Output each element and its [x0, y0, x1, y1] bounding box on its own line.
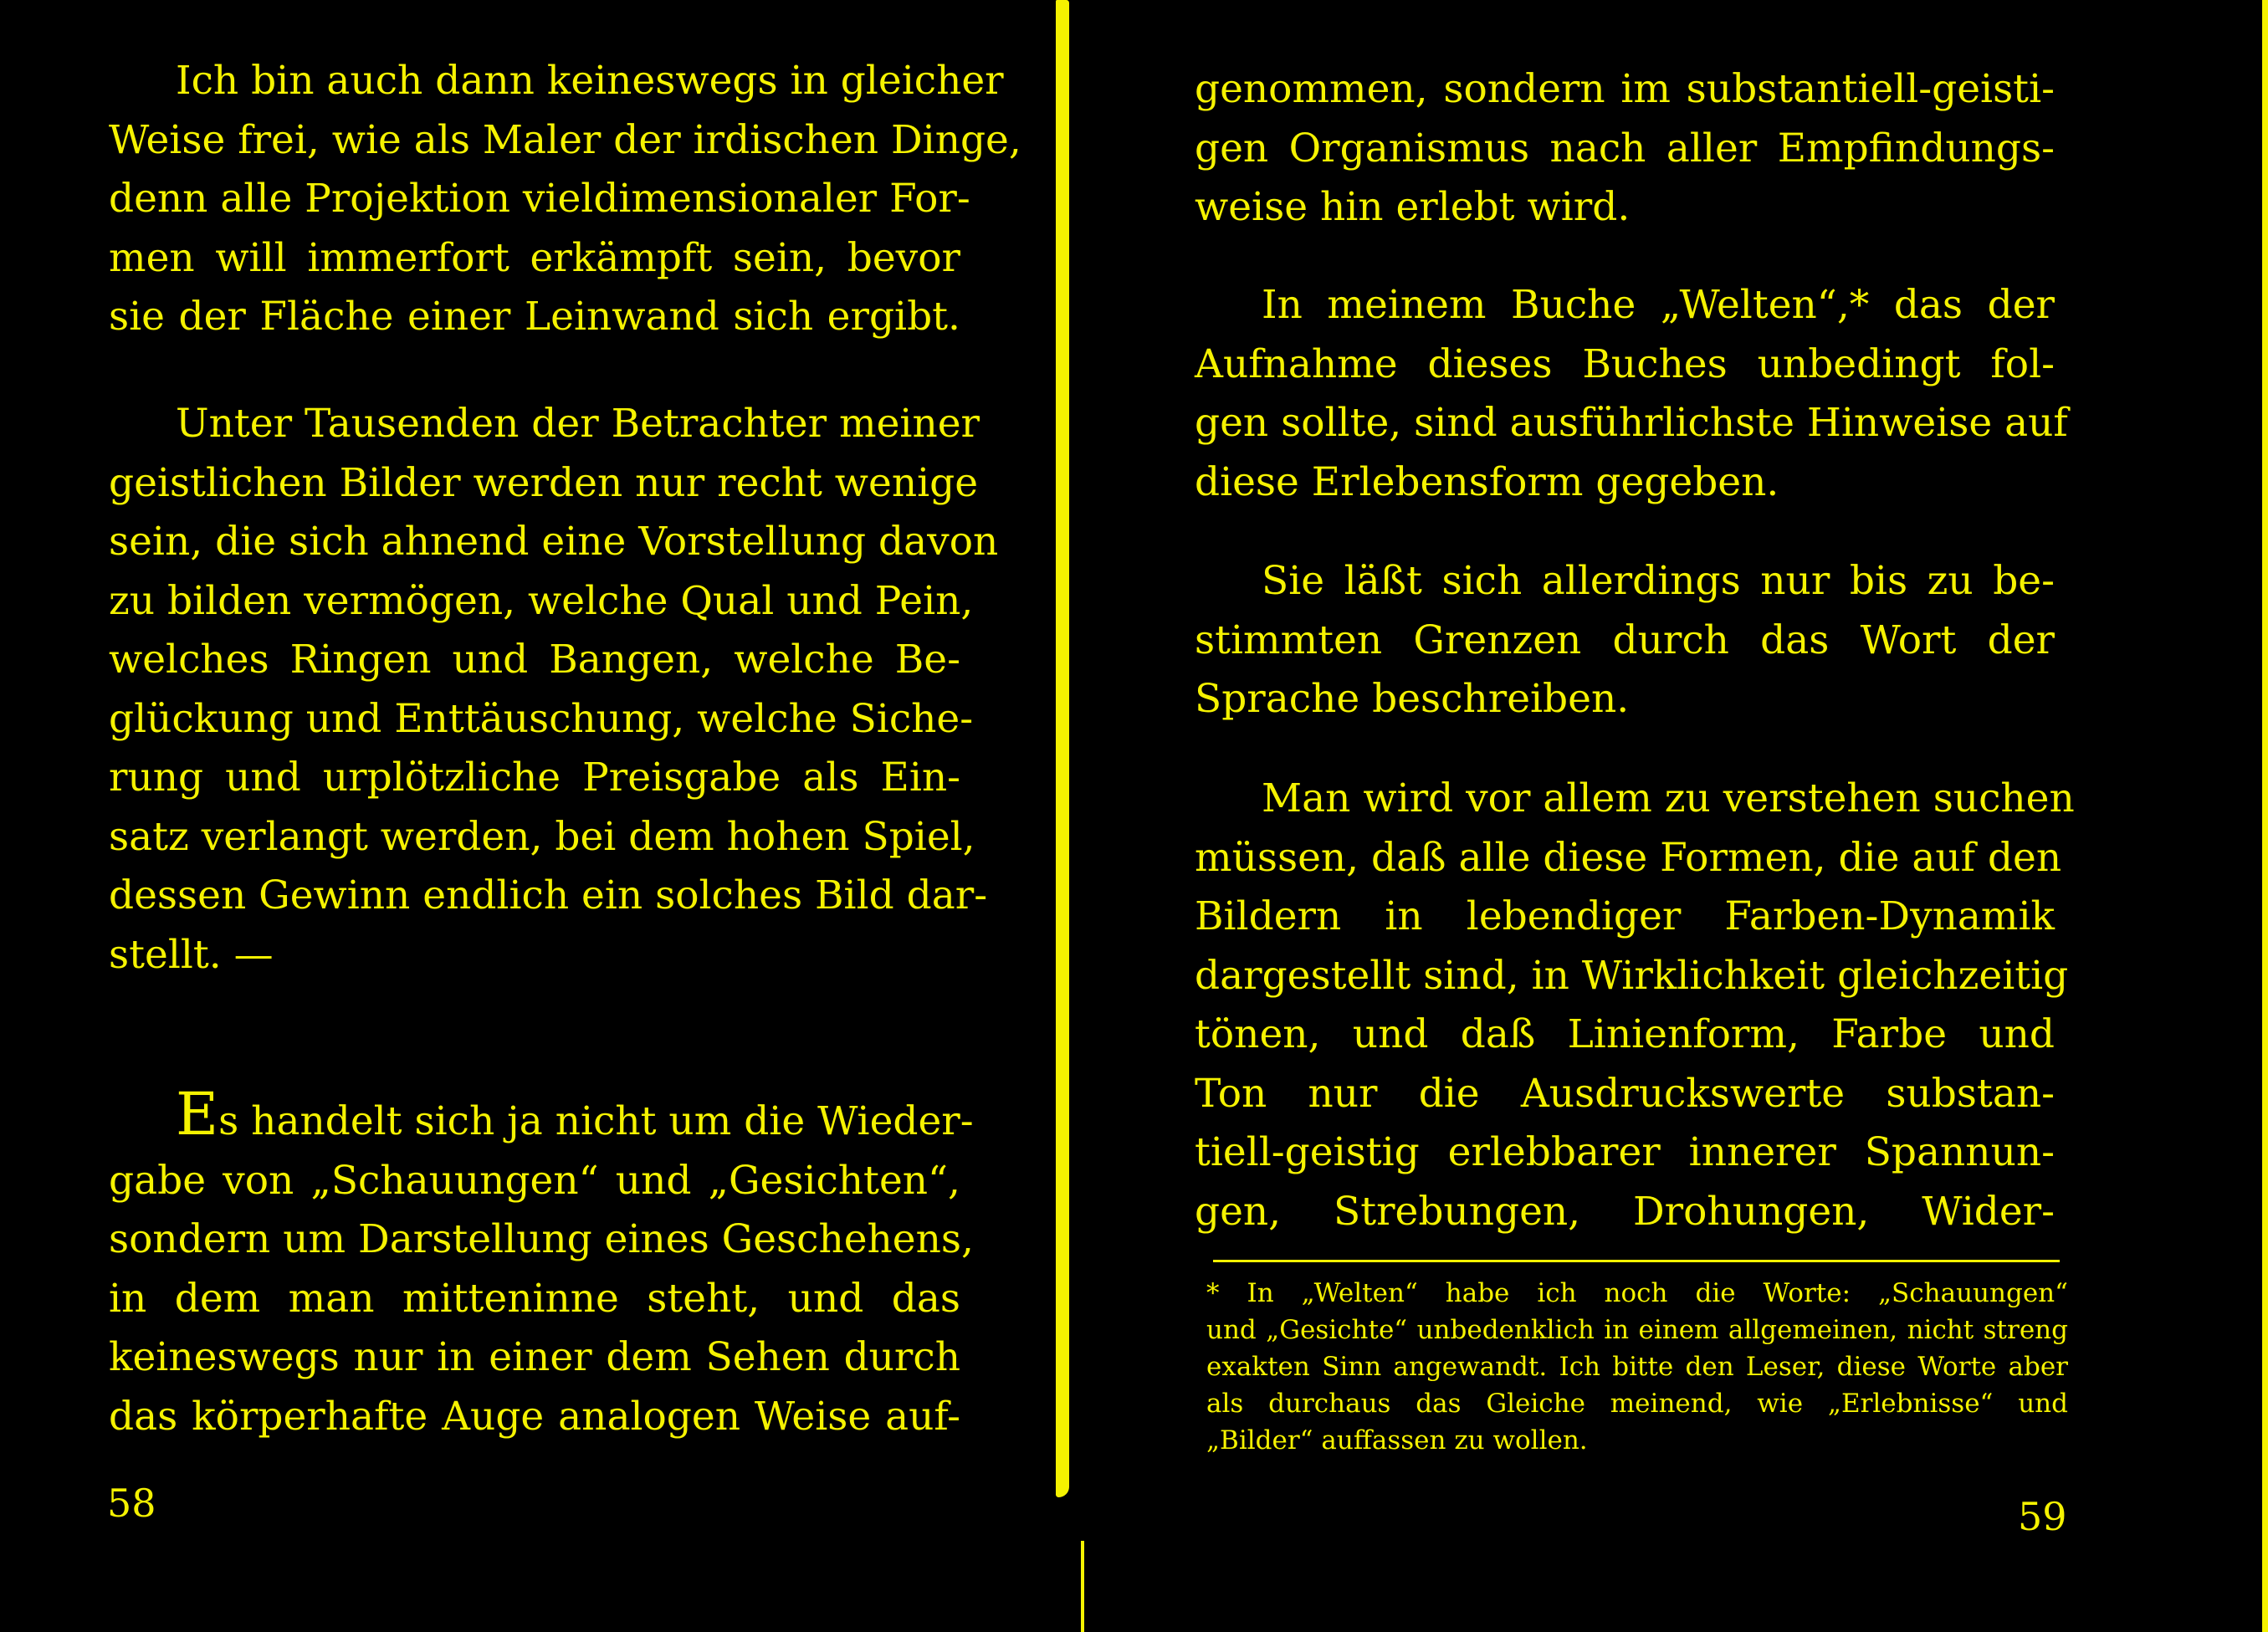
- footnote-line: „Bilder“ auffassen zu wollen.: [1206, 1425, 1588, 1455]
- text-line: diese Erlebensform gegeben.: [1195, 458, 1779, 505]
- text-line: in dem man mitteninne steht, und das: [109, 1275, 960, 1322]
- text-line: keineswegs nur in einer dem Sehen durch: [109, 1334, 960, 1380]
- footnote: [1206, 1275, 2068, 1459]
- page-number-left: 58: [107, 1481, 156, 1526]
- text-line: welches Ringen und Bangen, welche Be-: [109, 637, 960, 683]
- text-line: dessen Gewinn endlich ein solches Bild dar-: [109, 872, 988, 918]
- text-line: Unter Tausenden der Betrachter meiner: [176, 401, 980, 447]
- left-paragraph-1: [109, 52, 1021, 347]
- text-line: Sprache beschreiben.: [1195, 676, 1630, 722]
- footnote-line: * In „Welten“ habe ich noch die Worte: „Schauungen“: [1206, 1278, 2068, 1308]
- text-line: stimmten Grenzen durch das Wort der: [1195, 616, 2055, 663]
- text-line: sie der Fläche einer Leinwand sich ergibt.: [109, 294, 960, 340]
- page-number-right: 59: [2018, 1494, 2067, 1539]
- text-line: genommen, sondern im substantiell-geisti-: [1195, 66, 2055, 112]
- footnote-line: exakten Sinn angewandt. Ich bitte den Leser, diese Worte aber: [1206, 1352, 2068, 1382]
- text-line: müssen, daß alle diese Formen, die auf den: [1195, 834, 2062, 881]
- right-paragraph-1: [1195, 60, 2055, 238]
- text-line: weise hin erlebt wird.: [1195, 184, 1631, 230]
- footnote-line: und „Gesichte“ unbedenklich in einem allgemeinen, nicht streng: [1206, 1315, 2068, 1345]
- text-line: gen, Strebungen, Drohungen, Wider-: [1195, 1188, 2055, 1235]
- right-paragraph-3: [1195, 552, 2055, 729]
- text-line: tiell-geistig erlebbarer innerer Spannun-: [1195, 1129, 2055, 1175]
- left-paragraph-2: [109, 395, 999, 985]
- text-line: sondern um Darstellung eines Geschehens,: [109, 1216, 974, 1262]
- text-line: Sie läßt sich allerdings nur bis zu be-: [1262, 558, 2055, 604]
- text-line: gabe von „Schauungen“ und „Gesichten“,: [109, 1157, 960, 1204]
- text-line: Weise frei, wie als Maler der irdischen Dinge,: [109, 116, 1021, 163]
- text-line: Aufnahme dieses Buches unbedingt fol-: [1195, 340, 2055, 387]
- left-page: [0, 0, 1056, 1632]
- text-line: tönen, und daß Linienform, Farbe und: [1195, 1011, 2055, 1057]
- text-line: stellt. —: [109, 931, 274, 978]
- left-paragraph-3: [109, 1080, 974, 1446]
- text-line: [109, 1080, 974, 1152]
- text-line: Ton nur die Ausdruckswerte substan-: [1195, 1070, 2055, 1117]
- text-line: geistlichen Bilder werden nur recht wenige: [109, 459, 979, 506]
- text-line: Bildern in lebendiger Farben-Dynamik: [1195, 893, 2055, 939]
- text-line: glückung und Enttäuschung, welche Siche-: [109, 695, 974, 742]
- text-line: denn alle Projektion vieldimensionaler For-: [109, 176, 970, 222]
- text-line: Ich bin auch dann keineswegs in gleicher: [176, 58, 1004, 104]
- text-line: dargestellt sind, in Wirklichkeit gleichzeitig: [1195, 952, 2069, 999]
- text-line: das körperhafte Auge analogen Weise auf-: [109, 1393, 960, 1440]
- footnote-line: als durchaus das Gleiche meinend, wie „Erlebnisse“ und: [1206, 1389, 2068, 1419]
- right-paragraph-2: [1195, 276, 2068, 512]
- drop-cap-letter: E: [176, 1080, 219, 1149]
- text-line: Man wird vor allem zu verstehen suchen: [1262, 775, 2075, 821]
- text-line: satz verlangt werden, bei dem hohen Spiel,: [109, 813, 975, 860]
- right-paragraph-4: [1195, 770, 2075, 1241]
- text-line: men will immerfort erkämpft sein, bevor: [109, 234, 960, 281]
- text-line: zu bilden vermögen, welche Qual und Pein,: [109, 577, 974, 624]
- text-fragment: s handelt sich ja nicht um die Wieder-: [218, 1098, 974, 1144]
- text-line: gen sollte, sind ausführlichste Hinweise auf: [1195, 400, 2068, 446]
- text-line: In meinem Buche „Welten“,* das der: [1262, 282, 2055, 328]
- text-line: rung und urplötzliche Preisgabe als Ein-: [109, 755, 960, 801]
- footnote-divider: [1213, 1260, 2060, 1262]
- text-line: sein, die sich ahnend eine Vorstellung davon: [109, 519, 999, 565]
- text-line: gen Organismus nach aller Empfindungs-: [1195, 125, 2055, 171]
